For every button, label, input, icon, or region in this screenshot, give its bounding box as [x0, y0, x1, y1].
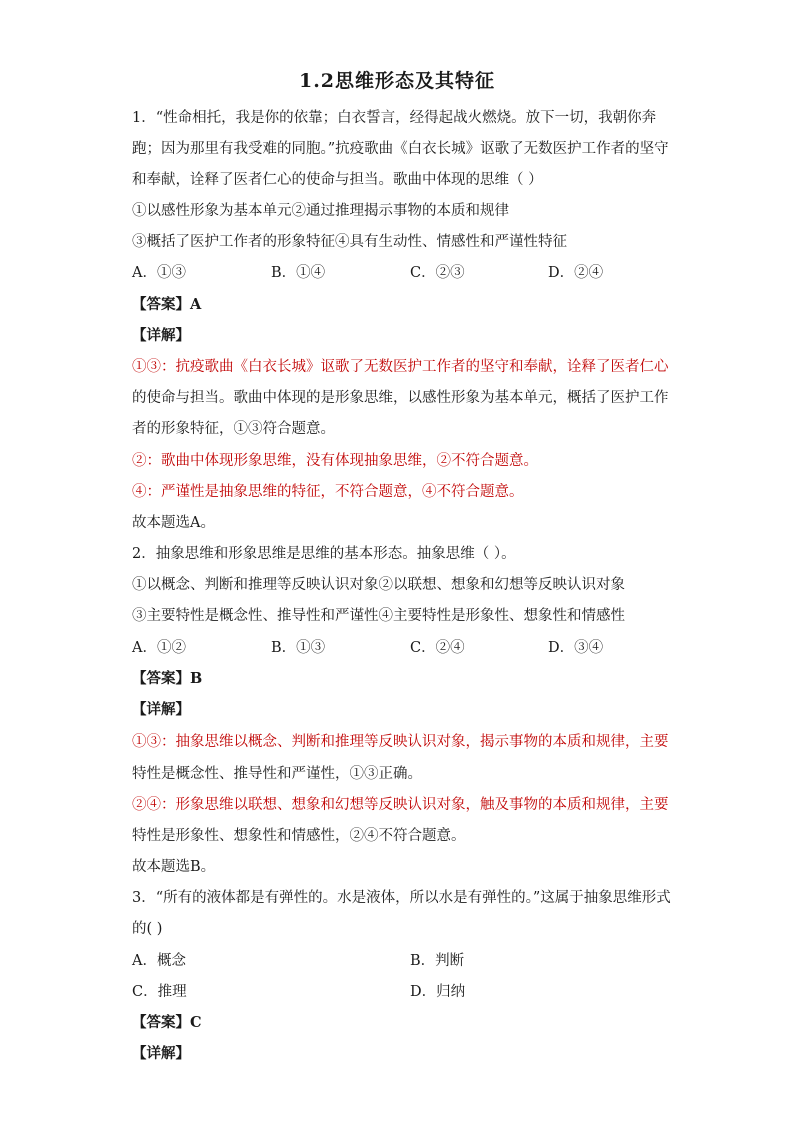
- q3-answer: 【答案】C: [132, 1014, 202, 1031]
- q3-option-a: A．概念: [132, 953, 186, 969]
- page-title: 1.2思维形态及其特征: [298, 70, 496, 92]
- q2-conclusion: 故本题选B。: [132, 859, 216, 875]
- q1-explain-line-5: ④：严谨性是抽象思维的特征，不符合题意，④不符合题意。: [132, 484, 524, 500]
- q1-conclusion: 故本题选A。: [132, 515, 215, 531]
- q1-stem-line-3: 和奉献，诠释了医者仁心的使命与担当。歌曲中体现的思维（ ）: [132, 172, 543, 188]
- q3-option-b: B．判断: [410, 953, 465, 969]
- q2-detail-label: 【详解】: [132, 701, 190, 718]
- q2-statement-line-2: ③主要特性是概念性、推导性和严谨性④主要特性是形象性、想象性和情感性: [132, 608, 625, 624]
- q1-explain-line-3: 者的形象特征，①③符合题意。: [132, 421, 335, 437]
- q1-answer: 【答案】A: [132, 296, 202, 313]
- q2-explain-line-1: ①③：抽象思维以概念、判断和推理等反映认识对象，揭示事物的本质和规律，主要: [132, 734, 669, 750]
- q1-option-a: A．①③: [132, 265, 186, 281]
- q1-explain-line-2: 的使命与担当。歌曲中体现的是形象思维，以感性形象为基本单元，概括了医护工作: [132, 390, 669, 406]
- q2-option-b: B．①③: [271, 640, 326, 656]
- q3-detail-label: 【详解】: [132, 1045, 190, 1062]
- q2-option-d: D．③④: [548, 640, 604, 656]
- q3-option-c: C．推理: [132, 984, 187, 1000]
- q2-stem-line-1: 2．抽象思维和形象思维是思维的基本形态。抽象思维（ ）。: [132, 546, 516, 562]
- q1-option-b: B．①④: [271, 265, 326, 281]
- q1-explain-line-1: ①③：抗疫歌曲《白衣长城》讴歌了无数医护工作者的坚守和奉献，诠释了医者仁心: [132, 359, 669, 375]
- q1-stem-line-2: 跑；因为那里有我受难的同胞。”抗疫歌曲《白衣长城》讴歌了无数医护工作者的坚守: [132, 141, 669, 157]
- q2-explain-line-4: 特性是形象性、想象性和情感性，②④不符合题意。: [132, 828, 466, 844]
- q2-answer: 【答案】B: [132, 670, 203, 687]
- q2-explain-line-2: 特性是概念性、推导性和严谨性，①③正确。: [132, 766, 422, 782]
- q1-stem-line-1: 1．“性命相托，我是你的依靠；白衣誓言，经得起战火燃烧。放下一切，我朝你奔: [132, 110, 657, 126]
- q1-option-c: C．②③: [410, 265, 465, 281]
- q2-option-a: A．①②: [132, 640, 186, 656]
- q3-stem-line-1: 3．“所有的液体都是有弹性的。水是液体，所以水是有弹性的。”这属于抽象思维形式: [132, 890, 671, 906]
- q1-statement-line-2: ③概括了医护工作者的形象特征④具有生动性、情感性和严谨性特征: [132, 234, 567, 250]
- q1-option-d: D．②④: [548, 265, 604, 281]
- q1-explain-line-4: ②：歌曲中体现形象思维，没有体现抽象思维，②不符合题意。: [132, 453, 538, 469]
- q1-statement-line-1: ①以感性形象为基本单元②通过推理揭示事物的本质和规律: [132, 203, 509, 219]
- q2-explain-line-3: ②④：形象思维以联想、想象和幻想等反映认识对象，触及事物的本质和规律，主要: [132, 797, 669, 813]
- q3-option-d: D．归纳: [410, 984, 466, 1000]
- q3-stem-line-2: 的( ): [132, 921, 163, 937]
- q2-option-c: C．②④: [410, 640, 465, 656]
- q2-statement-line-1: ①以概念、判断和推理等反映认识对象②以联想、想象和幻想等反映认识对象: [132, 577, 625, 593]
- q1-detail-label: 【详解】: [132, 327, 190, 344]
